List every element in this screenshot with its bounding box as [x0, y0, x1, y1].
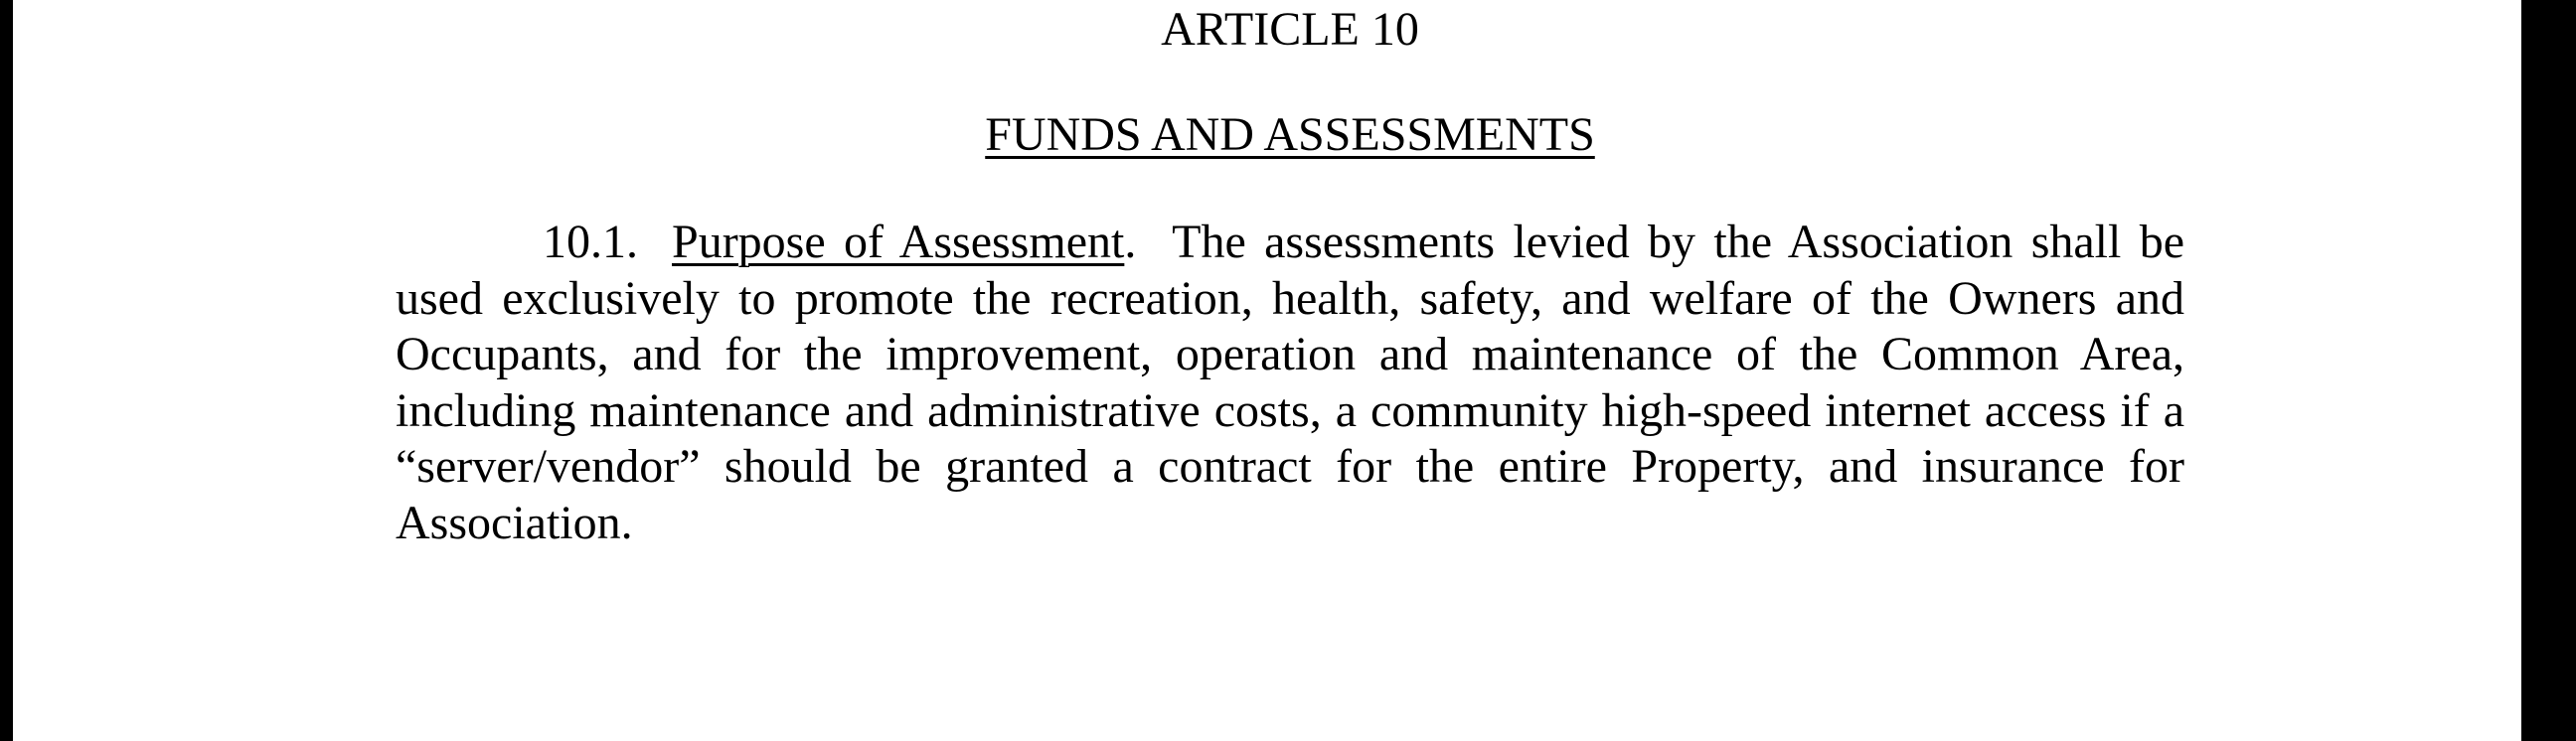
article-title: ARTICLE 10 [1161, 3, 1419, 56]
clause-number: 10.1. [543, 216, 638, 268]
section-title-text: FUNDS AND ASSESSMENTS [985, 108, 1595, 161]
document-page [13, 0, 2521, 741]
clause-heading-terminator: . [1124, 216, 1137, 268]
section-title [396, 107, 2184, 163]
clause-paragraph [396, 215, 2184, 551]
clause-body: The assessments levied by the Association shall be used exclusively to promote the recreation, health, safety, and welfare of the Owners and Occupants, and for the improvement, operation and maintenance of the Common Area, including maintenance and administrative costs, a community high-speed internet access if a “server/vendor” should be granted a contract for the entire Property, and insurance for Association. [396, 216, 2184, 549]
clause-heading: Purpose of Assessment [672, 216, 1125, 268]
